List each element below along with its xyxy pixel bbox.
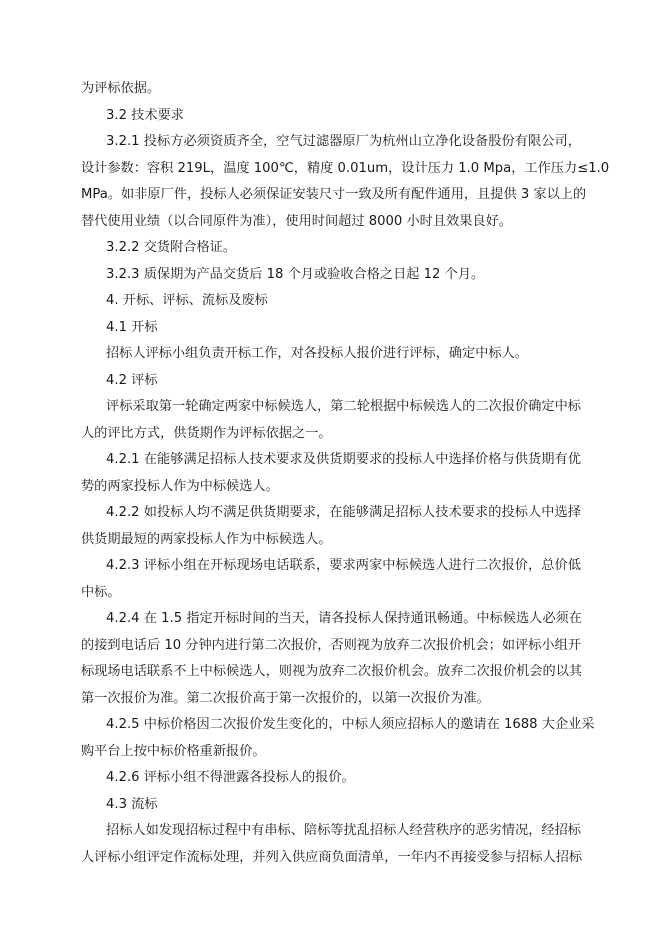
paragraph xyxy=(81,818,581,871)
document-body xyxy=(81,76,610,871)
text-line: 4.2.3 评标小组在开标现场电话联系，要求两家中标候选人进行二次报价，总价低 xyxy=(106,558,581,573)
paragraph xyxy=(81,235,581,262)
text-line: 招标人如发现招标过程中有串标、陪标等扰乱招标人经营秩序的恶劣情况，经招标 xyxy=(106,823,581,838)
paragraph xyxy=(81,447,581,500)
text-line: 3.2 技术要求 xyxy=(106,107,184,123)
text-line: 4.2.2 如投标人均不满足供货期要求，在能够满足招标人技术要求的投标人中选择 xyxy=(106,505,581,520)
paragraph xyxy=(81,315,581,342)
text-line: 3.2.1 投标方必须资质齐全，空气过滤器原厂为杭州山立净化设备股份有限公司， xyxy=(106,134,581,149)
text-line: 标现场电话联系不上中标候选人，则视为放弃二次报价机会。放弃二次报价机会的以其 xyxy=(81,664,583,679)
text-line: 供货期最短的两家投标人作为中标候选人。 xyxy=(81,531,332,547)
text-line: 4.2.5 中标价格因二次报价发生变化的，中标人须应招标人的邀请在 1688 大企业采 xyxy=(106,717,595,732)
text-line: 4.2 评标 xyxy=(106,372,158,388)
text-line: 中标。 xyxy=(81,584,121,600)
text-line: 4.2.1 在能够满足招标人技术要求及供货期要求的投标人中选择价格与供货期有优 xyxy=(106,452,581,467)
text-line: 评标采取第一轮确定两家中标候选人，第二轮根据中标候选人的二次报价确定中标 xyxy=(106,399,581,414)
paragraph xyxy=(81,394,581,447)
paragraph xyxy=(81,288,581,315)
text-line: 购平台上按中标价格重新报价。 xyxy=(81,743,266,759)
paragraph xyxy=(81,553,581,606)
text-line: 的接到电话后 10 分钟内进行第二次报价，否则视为放弃二次报价机会；如评标小组开 xyxy=(81,637,581,653)
paragraph xyxy=(81,765,581,792)
text-line: 替代使用业绩（以合同原件为准），使用时间超过 8000 小时且效果良好。 xyxy=(81,213,512,229)
text-line: 3.2.2 交货附合格证。 xyxy=(106,240,237,255)
paragraph xyxy=(81,500,581,553)
paragraph xyxy=(81,606,581,712)
paragraph xyxy=(81,103,581,130)
text-line: 第一次报价为准。第二次报价高于第一次报价的，以第一次报价为准。 xyxy=(81,690,490,706)
text-line: 招标人评标小组负责开标工作，对各投标人报价进行评标，确定中标人。 xyxy=(106,346,528,361)
text-line: 4.3 流标 xyxy=(106,796,158,812)
text-line: 势的两家投标人作为中标候选人。 xyxy=(81,478,279,494)
paragraph xyxy=(81,262,581,289)
text-line: 4. 开标、评标、流标及废标 xyxy=(106,293,268,308)
paragraph xyxy=(81,792,581,819)
text-line: 4.2.4 在 1.5 指定开标时间的当天，请各投标人保持通讯畅通。中标候选人必须在 xyxy=(106,611,582,626)
text-line: 设计参数：容积 219L，温度 100℃，精度 0.01um，设计压力 1.0 Mpa，工作压力≤1.0 xyxy=(81,160,610,176)
paragraph xyxy=(81,712,595,765)
text-line: 4.2.6 评标小组不得泄露各投标人的报价。 xyxy=(106,770,355,785)
paragraph xyxy=(81,341,581,368)
text-line: 4.1 开标 xyxy=(106,319,158,335)
paragraph xyxy=(81,76,581,103)
paragraph xyxy=(81,368,581,395)
text-line: MPa。如非原厂件，投标人必须保证安装尺寸一致及所有配件通用，且提供 3 家以上的 xyxy=(81,187,587,202)
text-line: 人的评比方式，供货期作为评标依据之一。 xyxy=(81,425,332,441)
paragraph xyxy=(81,129,610,235)
text-line: 人评标小组评定作流标处理，并列入供应商负面清单，一年内不再接受参与招标人招标 xyxy=(81,849,583,865)
text-line: 3.2.3 质保期为产品交货后 18 个月或验收合格之日起 12 个月。 xyxy=(106,266,485,282)
text-line: 为评标依据。 xyxy=(81,81,161,96)
